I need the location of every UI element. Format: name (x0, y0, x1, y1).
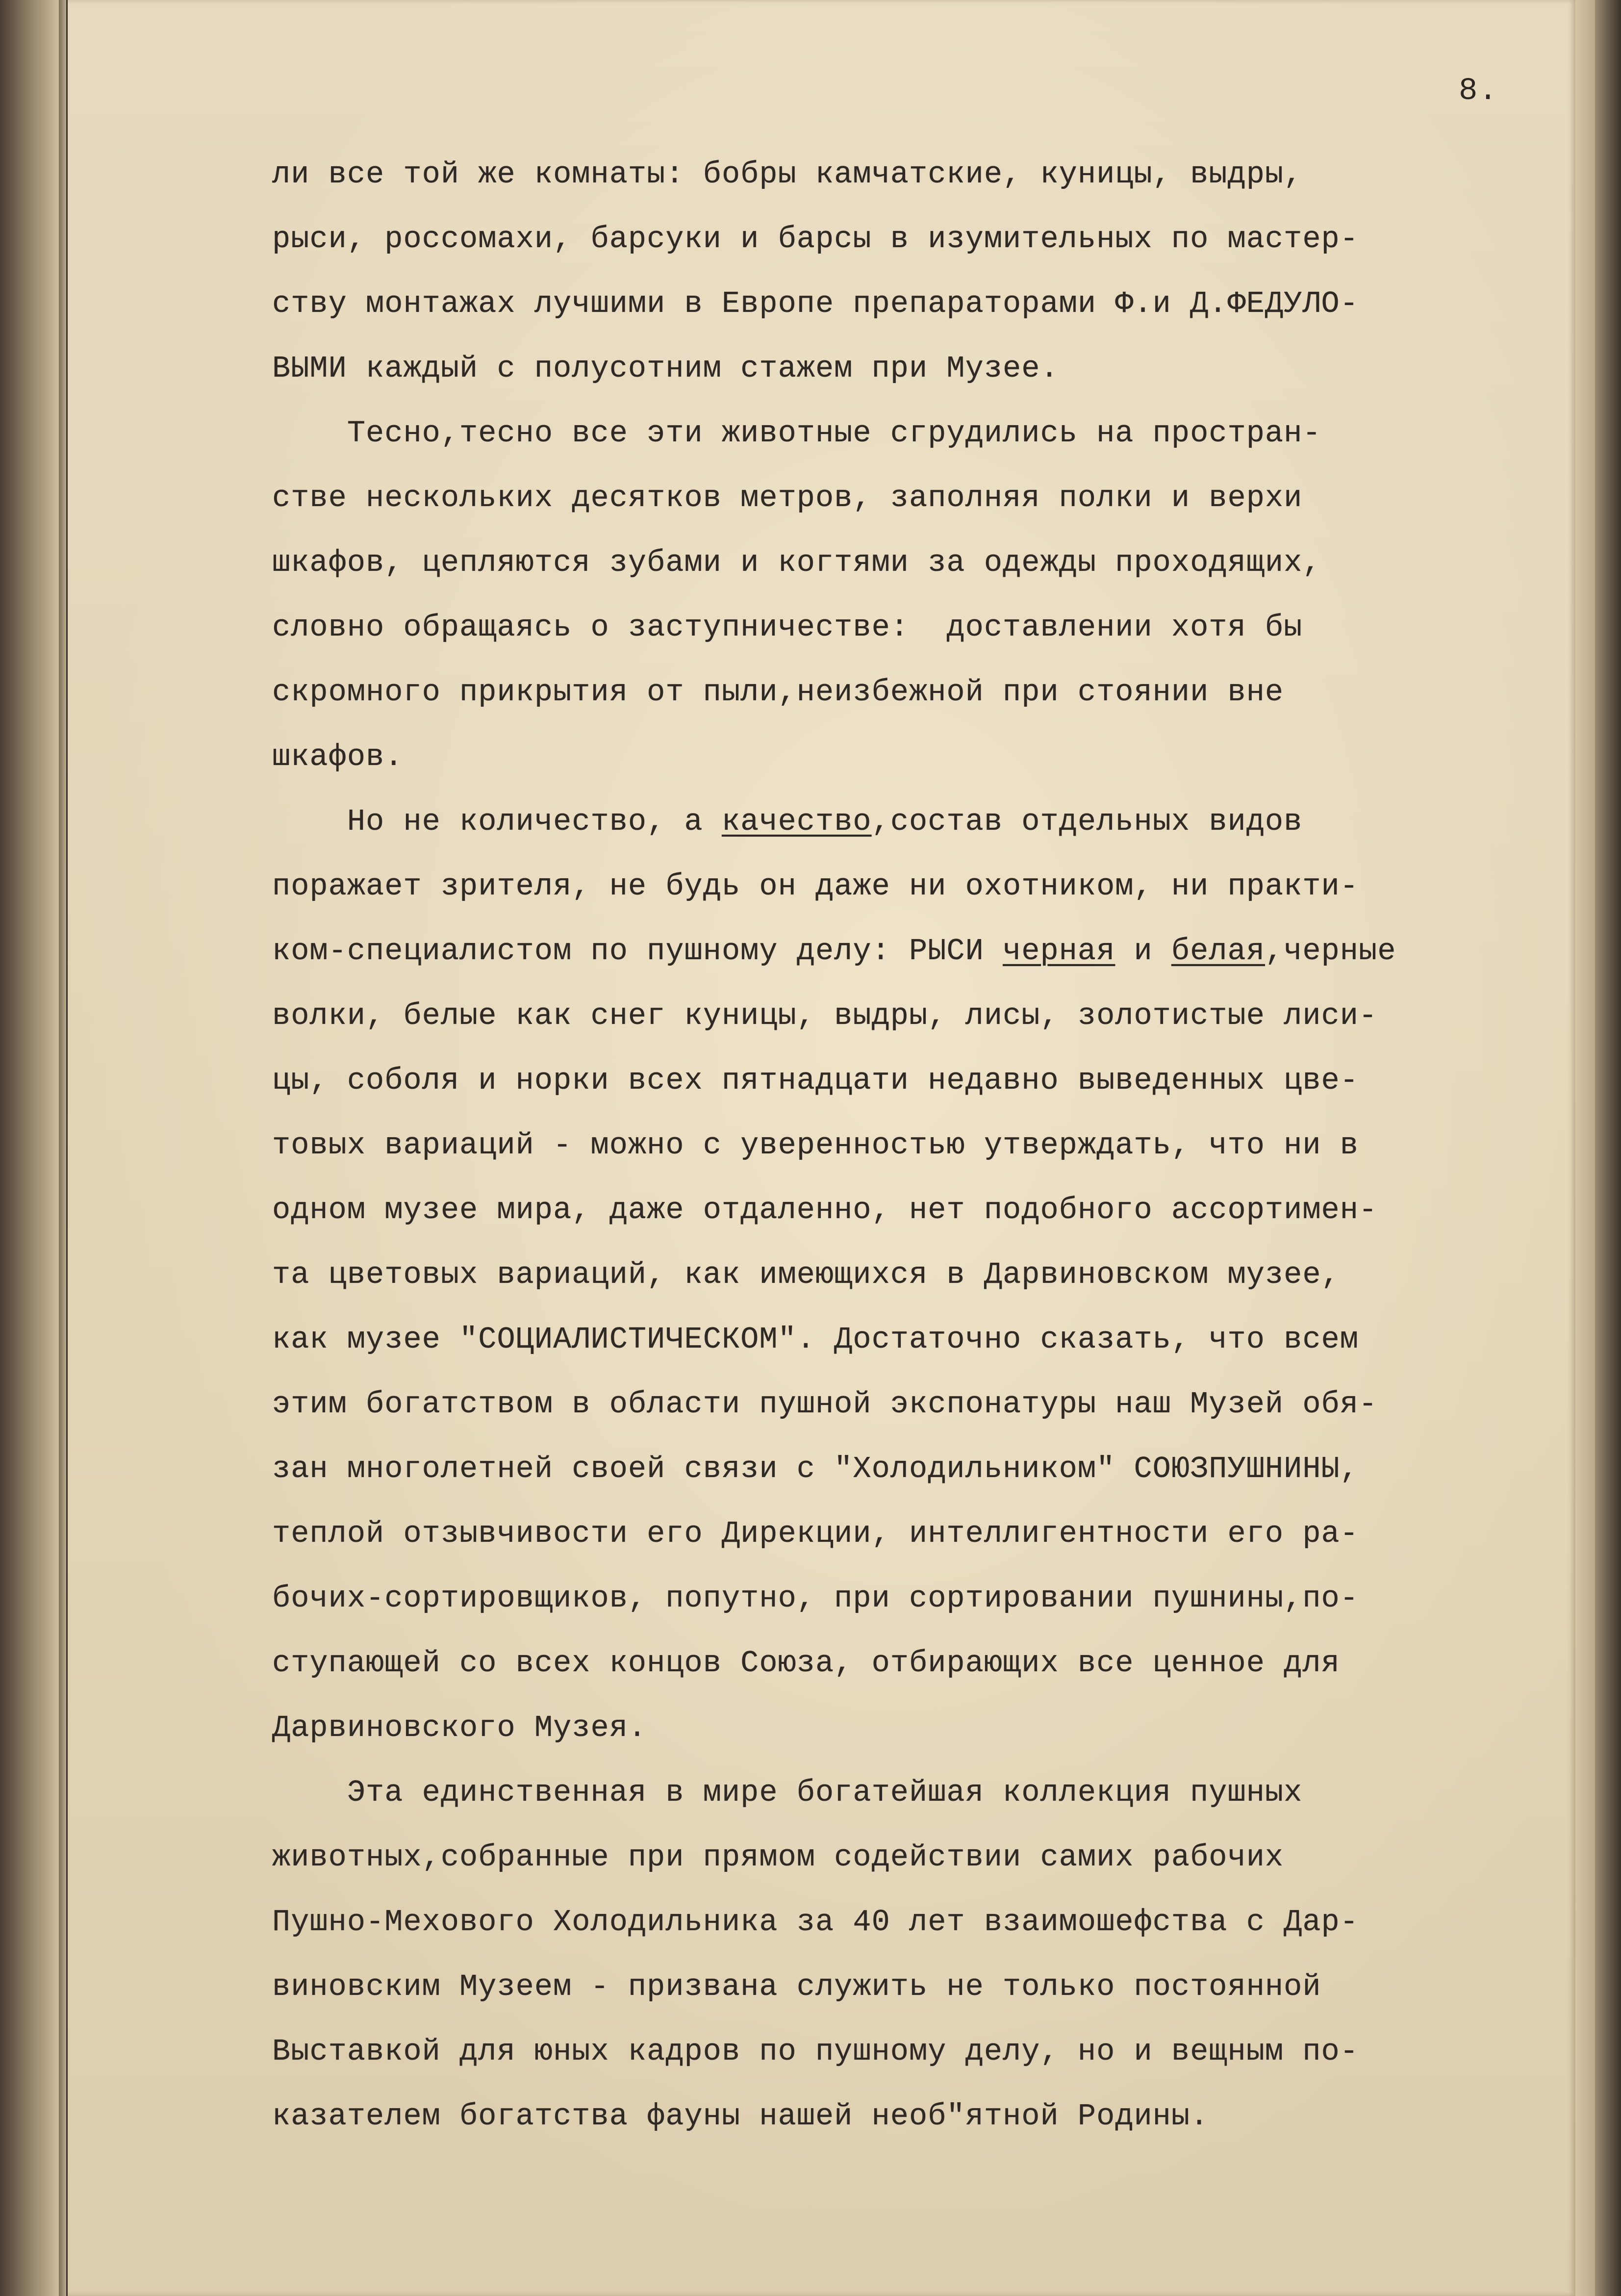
text-line: одном музее мира, даже отдаленно, нет подобного ассортимен- (272, 1193, 1378, 1227)
text-line-underlined (272, 790, 1596, 854)
text-line: Дарвиновского Музея. (272, 1710, 647, 1745)
text-line: цы, соболя и норки всех пятнадцати недавно выведенных цве- (272, 1063, 1359, 1098)
underlined-word: черная (1003, 934, 1115, 969)
text-line: виновским Музеем - призвана служить не только постоянной (272, 1969, 1321, 2004)
text-segment: ,черные (1265, 934, 1396, 969)
text-segment: ,состав отдельных видов (871, 804, 1303, 839)
page-edge-shadow (1595, 0, 1621, 2296)
text-line: волки, белые как снег куницы, выдры, лисы, золотистые лиси- (272, 998, 1378, 1033)
text-segment: ком-специалистом по пушному делу: РЫСИ (272, 934, 1003, 969)
text-line: зан многолетней своей связи с "Холодильником" СОЮЗПУШНИНЫ, (272, 1452, 1359, 1486)
text-line: ВЫМИ каждый с полусотним стажем при Музее. (272, 351, 1059, 386)
text-line: стве нескольких десятков метров, заполняя полки и верхи (272, 481, 1303, 515)
text-line: животных,собранные при прямом содействии самих рабочих (272, 1840, 1284, 1875)
text-line: рыси, россомахи, барсуки и барсы в изумительных по мастер- (272, 222, 1359, 256)
text-segment: Но не количество, а (272, 804, 722, 839)
text-line: товых вариаций - можно с уверенностью утверждать, что ни в (272, 1128, 1359, 1163)
text-line: как музее "СОЦИАЛИСТИЧЕСКОМ". Достаточно сказать, что всем (272, 1322, 1359, 1357)
text-line: шкафов, цепляются зубами и когтями за одежды проходящих, (272, 545, 1321, 580)
text-line: ли все той же комнаты: бобры камчатские, куницы, выдры, (272, 157, 1303, 192)
text-line: Эта единственная в мире богатейшая коллекция пушных (272, 1775, 1303, 1810)
text-line: ству монтажах лучшими в Европе препараторами Ф.и Д.ФЕДУЛО- (272, 286, 1359, 321)
underlined-word: белая (1171, 934, 1265, 969)
text-line: Тесно,тесно все эти животные сгрудились на простран- (272, 416, 1321, 451)
text-line: поражает зрителя, не будь он даже ни охотником, ни практи- (272, 869, 1359, 904)
book-binding (0, 0, 66, 2296)
text-line: Выставкой для юных кадров по пушному делу, но и вещным по- (272, 2034, 1359, 2069)
typewritten-text (272, 142, 1596, 2149)
text-line: казателем богатства фауны нашей необ"ятной Родины. (272, 2099, 1209, 2134)
text-line: этим богатством в области пушной экспонатуры наш Музей обя- (272, 1387, 1378, 1422)
text-line: ступающей со всех концов Союза, отбирающих все ценное для (272, 1646, 1340, 1681)
text-line: Пушно-Мехового Холодильника за 40 лет взаимошефства с Дар- (272, 1905, 1359, 1939)
text-line: скромного прикрытия от пыли,неизбежной при стоянии вне (272, 675, 1284, 710)
text-line: теплой отзывчивости его Дирекции, интеллигентности его ра- (272, 1516, 1359, 1551)
page-number: 8. (1459, 74, 1498, 109)
underlined-word: качество (721, 804, 872, 839)
text-line-underlined (272, 919, 1596, 984)
text-line: бочих-сортировщиков, попутно, при сортировании пушнины,по- (272, 1581, 1359, 1616)
text-line: та цветовых вариаций, как имеющихся в Дарвиновском музее, (272, 1257, 1340, 1292)
text-line: шкафов. (272, 740, 404, 774)
text-line: словно обращаясь о заступничестве: доставлении хотя бы (272, 610, 1303, 645)
text-segment: и (1115, 934, 1171, 969)
